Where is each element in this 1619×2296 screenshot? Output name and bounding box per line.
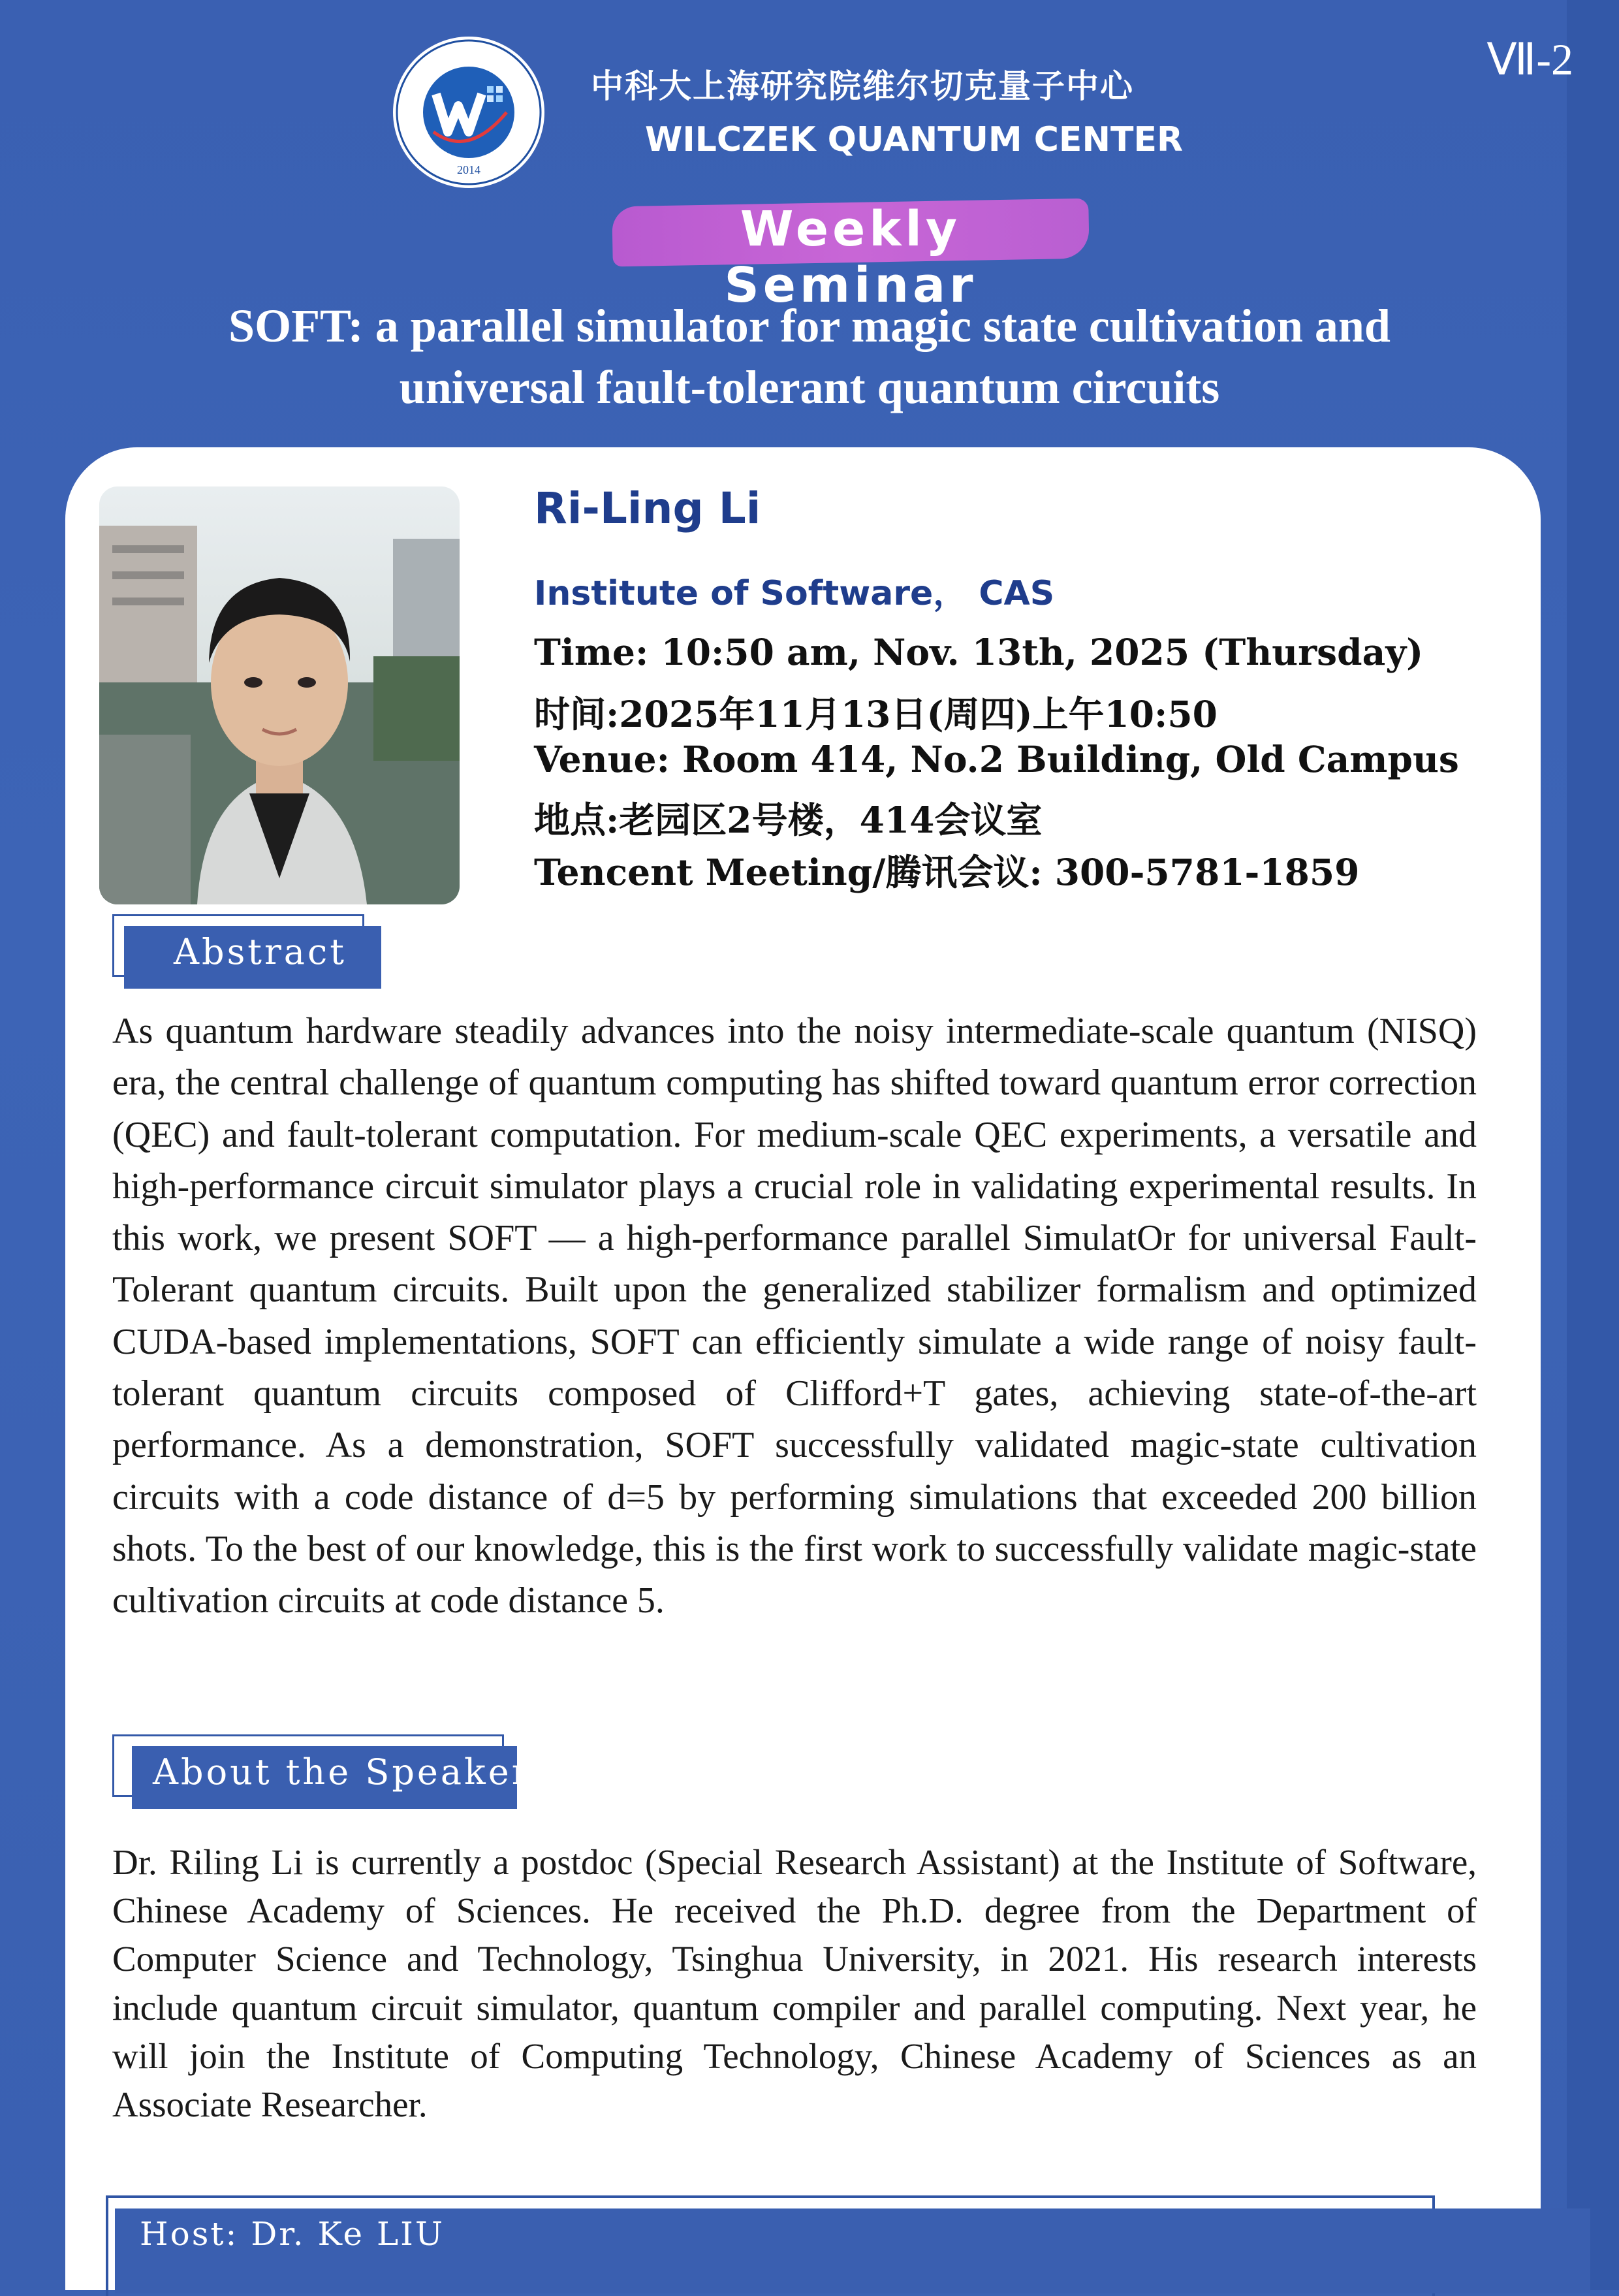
background-edge: [1567, 0, 1619, 2290]
seminar-series-label: Weekly Seminar: [724, 201, 977, 313]
venue-cn: 地点:老园区2号楼，414会议室: [534, 799, 1043, 841]
speaker-name: Ri-Ling Li: [534, 483, 761, 534]
speaker-portrait-icon: [99, 486, 460, 904]
abstract-text: As quantum hardware steadily advances into the noisy intermediate-scale quantum (NISQ) era, the central challenge of quantum computing has shifted toward quantum error correction (QEC) and fault-tolerant computation. For medium-scale QEC experiments, a versatile and high-performance circuit simulator plays a crucial role in validating experimental results. In this work, we present SOFT — a high-performance parallel SimulatOr for universal Fault-Tolerant quantum circuits. Built upon the generalized stabilizer formalism and optimized CUDA-based implementations, SOFT can efficiently simulate a wide range of noisy fault-tolerant quantum circuits composed of Clifford+T gates, achieving state-of-the-art performance. As a demonstration, SOFT successfully validated magic-state cultivation circuits with a code distance of d=5 by performing simulations that exceeded 200 billion shots. To the best of our knowledge, this is the first work to successfully validate magic-state cultivation circuits at code distance 5.: [112, 1011, 1477, 1621]
meeting-id: Tencent Meeting/腾讯会议: 300-5781-1859: [534, 851, 1360, 893]
time-cn: 时间:2025年11月13日(周四)上午10:50: [534, 693, 1218, 735]
abstract-section-tag: [112, 914, 381, 977]
talk-title-line-1: SOFT: a parallel simulator for magic state cultivation and: [228, 300, 1391, 352]
talk-title: [118, 295, 1501, 418]
speaker-bio-text: Dr. Riling Li is currently a postdoc (Special Research Assistant) at the Institute of Software, Chinese Academy of Sciences. He received the Ph.D. degree from the Department of Computer Science and Technology, Tsinghua University, in 2021. His research interests include quantum circuit simulator, quantum compiler and parallel computing. Next year, he will join the Institute of Computing Technology, Chinese Academy of Sciences as an Associate Researcher.: [112, 1842, 1477, 2125]
logo-year: 2014: [457, 163, 480, 176]
time-en: Time: 10:50 am, Nov. 13th, 2025 (Thursday): [534, 631, 1424, 673]
center-name-cn: 中科大上海研究院维尔切克量子中心: [591, 67, 1134, 105]
about-section-tag: [112, 1734, 531, 1797]
host-label: Host: Dr. Ke LIU: [140, 2215, 445, 2253]
wilczek-center-logo: [390, 34, 547, 191]
center-name-en: WILCZEK QUANTUM CENTER: [645, 120, 1184, 159]
abstract-heading: Abstract: [174, 931, 347, 972]
venue-en: Venue: Room 414, No.2 Building, Old Campus: [534, 738, 1459, 780]
talk-title-line-2: universal fault-tolerant quantum circuits: [399, 361, 1220, 413]
about-heading: About the Speaker: [153, 1751, 531, 1793]
page-code: Ⅶ-2: [1486, 35, 1573, 84]
speaker-affiliation: Institute of Software， CAS: [534, 574, 1055, 613]
